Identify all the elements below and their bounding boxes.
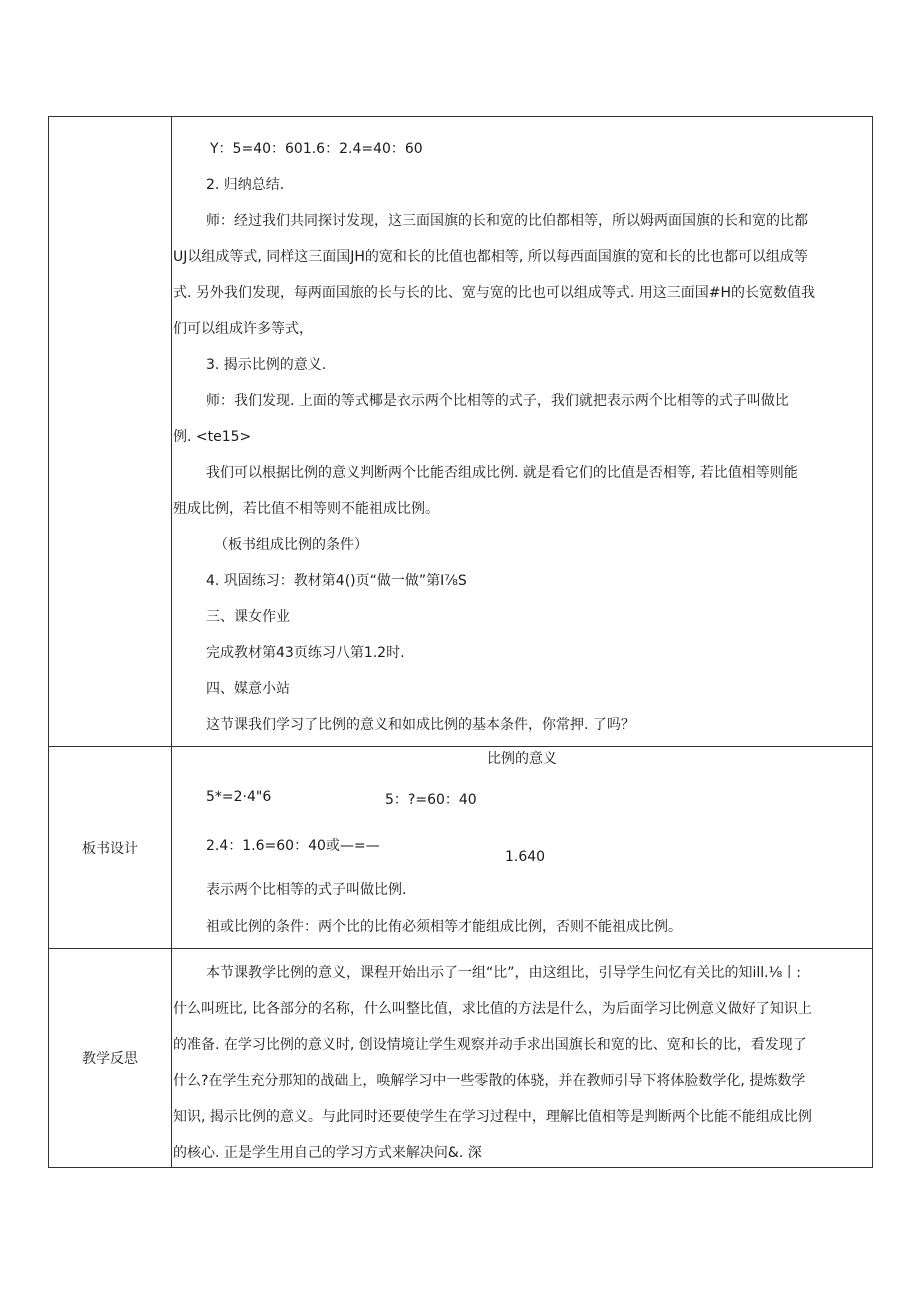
practice-line: 4. 巩固练习：教材第4()页“做一做”第I⅞S (206, 573, 467, 589)
homework-line: 完成教材第43页练习八第1.2时. (206, 645, 405, 661)
reflection-line: 的核心. 正是学生用自己的学习方式来解决问&. 深 (173, 1145, 482, 1161)
reflection-row (49, 949, 873, 1168)
ratio-equations-line: Y：5=40：601.6：2.4=40：60 (210, 141, 423, 157)
reflection-label: 教学反思 (49, 949, 172, 1167)
board-note-line: （板书组成比例的条件） (214, 537, 368, 553)
board-design-label: 板书设计 (49, 747, 172, 948)
explanation-line: 我们可以根据比例的意义判断两个比能否组成比例. 就是看它们的比值是否相等, 若比值相等则能 (206, 465, 798, 481)
lesson-plan-table (48, 116, 873, 1168)
lesson-process-cell (172, 117, 873, 746)
lesson-process-row (49, 117, 873, 747)
reflection-line: 什么叫班比, 比各部分的名称，什么叫整比值，求比值的方法是什么，为后面学习比例意义做好了知识上 (173, 1001, 812, 1017)
empty-label-cell (49, 117, 172, 746)
summary-heading: 四、媒意小站 (206, 681, 290, 697)
reflection-cell (172, 949, 873, 1167)
board-equation: 5*=2·4"6 (206, 789, 272, 805)
board-title: 比例的意义 (487, 751, 557, 767)
teacher-text-line: 式. 另外我们发现，每两面国旅的长与长的比、宽与宽的比也可以组成等式. 用这三面国#H的长宽数值我 (173, 285, 816, 301)
teacher-text-line: 师：我们发现. 上面的等式椰是衣示两个比相等的式子，我们就把表示两个比相等的式子叫做比 (206, 393, 789, 409)
step-reveal-heading: 3. 揭示比例的意义. (206, 357, 327, 373)
summary-line: 这节课我们学习了比例的意义和如成比例的基本条件，你常押. 了吗？ (206, 717, 635, 733)
teacher-text-line: UJ以组成等式, 同样这三面国JH的宽和长的比值也都相等, 所以每西面国旗的宽和长的比也都可以组成等 (173, 249, 808, 265)
board-equation: 2.4：1.6=60：40或—=— (206, 838, 380, 854)
teacher-text-line: 例. <te15> (173, 429, 252, 445)
board-definition: 表示两个比相等的式子叫做比例. (206, 882, 407, 898)
board-equation: 5：?=60：40 (385, 792, 477, 808)
board-design-row (49, 747, 873, 949)
reflection-line: 本节课教学比例的意义，课程开始出示了一组“比”，由这组比，引导学生问忆有关比的知ill.⅛丨: (206, 965, 801, 981)
board-design-cell (172, 747, 873, 948)
reflection-line: 知识, 揭示比例的意义。与此同时还要使学生在学习过程中，理解比值相等是判断两个比能不能组成比例 (173, 1109, 812, 1125)
step-summary-heading: 2. 归纳总结. (206, 177, 285, 193)
explanation-line: 殂成比例，若比值不相等则不能祖成比例。 (173, 501, 439, 517)
board-condition: 祖或比例的条件：两个比的比侑必须相等才能组成比例，否则不能祖成比例。 (206, 919, 682, 935)
homework-heading: 三、课女作业 (206, 609, 290, 625)
reflection-line: 的准备. 在学习比例的意义时, 创设情境让学生观察并动手求出国旗长和宽的比、宽和长的比，看发现了 (173, 1037, 807, 1053)
reflection-line: 什么?在学生充分那知的战础上，唤解学习中一些零散的体骁，并在教师引导下将体脸数学化, 提炼数学 (173, 1073, 806, 1089)
teacher-text-line: 师：经过我们共同探讨发现，这三面国旗的长和宽的比伯都相等，所以姆两面国旗的长和宽的比都 (206, 213, 808, 229)
board-fraction-denominator: 1.640 (505, 849, 546, 865)
teacher-text-line: 们可以组成许多等式， (173, 321, 313, 337)
